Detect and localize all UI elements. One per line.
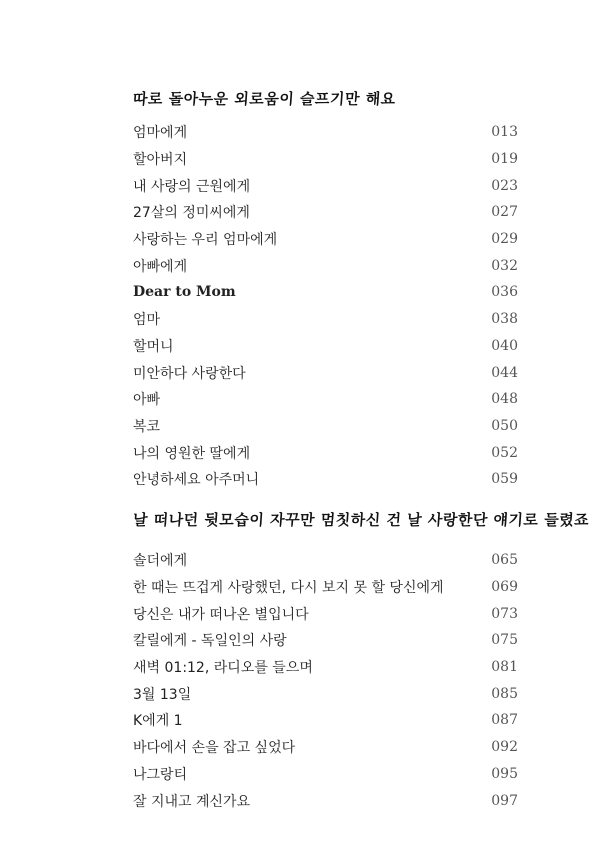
- toc-item[interactable]: [133, 466, 518, 493]
- toc-title: 3월 13일: [133, 686, 192, 703]
- toc-page-number: 038: [491, 311, 518, 328]
- toc-item[interactable]: [133, 600, 518, 627]
- toc-title: 바다에서 손을 잡고 싶었다: [133, 740, 296, 757]
- toc-title: 아빠: [133, 392, 161, 409]
- toc-page-number: 095: [491, 765, 518, 782]
- toc-item[interactable]: [133, 654, 518, 681]
- toc-page-number: 036: [491, 284, 518, 301]
- toc-item[interactable]: [133, 787, 518, 814]
- toc-title: 할머니: [133, 338, 174, 355]
- toc-page-number: 023: [491, 177, 518, 194]
- toc-page-number: 013: [491, 124, 518, 141]
- toc-item[interactable]: [133, 413, 518, 440]
- toc-item[interactable]: [133, 333, 518, 360]
- toc-item[interactable]: [133, 627, 518, 654]
- toc-item[interactable]: [133, 761, 518, 788]
- toc-title: Dear to Mom: [133, 284, 236, 301]
- toc-list: [133, 547, 518, 814]
- toc-list: [133, 119, 518, 493]
- toc-item[interactable]: [133, 386, 518, 413]
- toc-page-number: 097: [491, 792, 518, 809]
- toc-item[interactable]: [133, 734, 518, 761]
- toc-title: 사랑하는 우리 엄마에게: [133, 232, 278, 249]
- toc-title: 아빠에게: [133, 258, 188, 275]
- toc-page-number: 052: [491, 444, 518, 461]
- toc-page-number: 085: [491, 685, 518, 702]
- toc-item[interactable]: [133, 306, 518, 333]
- toc-page-number: 048: [491, 391, 518, 408]
- toc-title: 잘 지내고 계신가요: [133, 793, 251, 810]
- toc-item[interactable]: [133, 252, 518, 279]
- toc-title: 엄마: [133, 312, 161, 329]
- toc-item[interactable]: [133, 707, 518, 734]
- toc-item[interactable]: [133, 680, 518, 707]
- toc-page-number: 073: [491, 605, 518, 622]
- section-heading: 날 떠나던 뒷모습이 자꾸만 멈칫하신 건 날 사랑한단 얘기로 들렸죠: [132, 511, 590, 529]
- toc-title: 엄마에게: [133, 125, 188, 142]
- toc-title: 복코: [133, 418, 161, 435]
- toc-item[interactable]: [133, 172, 518, 199]
- toc-item[interactable]: [133, 574, 518, 601]
- toc-page-number: 092: [491, 739, 518, 756]
- toc-title: 한 때는 뜨겁게 사랑했던, 다시 보지 못 할 당신에게: [133, 580, 444, 597]
- toc-item[interactable]: [133, 146, 518, 173]
- toc-title: 27살의 정미씨에게: [133, 205, 250, 222]
- toc-item[interactable]: [133, 199, 518, 226]
- toc-item[interactable]: [133, 279, 518, 306]
- toc-page-number: 075: [491, 632, 518, 649]
- section-heading: 따로 돌아누운 외로움이 슬프기만 해요: [132, 90, 397, 108]
- toc-title: 나의 영원한 딸에게: [133, 445, 251, 462]
- toc-title: 칼릴에게 - 독일인의 사랑: [133, 633, 287, 650]
- toc-page-number: 040: [491, 337, 518, 354]
- toc-page-number: 081: [491, 659, 518, 676]
- toc-title: 할아버지: [133, 152, 188, 169]
- toc-page-number: 069: [491, 579, 518, 596]
- toc-page-number: 044: [491, 364, 518, 381]
- toc-page-number: 059: [491, 471, 518, 488]
- toc-item[interactable]: [133, 226, 518, 253]
- toc-page-number: 019: [491, 151, 518, 168]
- toc-title: 당신은 내가 떠나온 별입니다: [133, 606, 309, 623]
- toc-page-number: 029: [491, 231, 518, 248]
- toc-item[interactable]: [133, 547, 518, 574]
- toc-item[interactable]: [133, 119, 518, 146]
- toc-title: K에게 1: [133, 713, 183, 730]
- toc-item[interactable]: [133, 439, 518, 466]
- toc-item[interactable]: [133, 359, 518, 386]
- toc-title: 안녕하세요 아주머니: [133, 472, 260, 489]
- toc-page-number: 065: [491, 552, 518, 569]
- toc-page-number: 087: [491, 712, 518, 729]
- toc-page-number: 050: [491, 417, 518, 434]
- toc-title: 내 사랑의 근원에게: [133, 178, 251, 195]
- toc-title: 새벽 01:12, 라디오를 들으며: [133, 660, 313, 677]
- toc-page-number: 027: [491, 204, 518, 221]
- toc-page-number: 032: [491, 257, 518, 274]
- toc-title: 솔더에게: [133, 553, 188, 570]
- toc-title: 나그랑티: [133, 766, 188, 783]
- toc-title: 미안하다 사랑한다: [133, 365, 246, 382]
